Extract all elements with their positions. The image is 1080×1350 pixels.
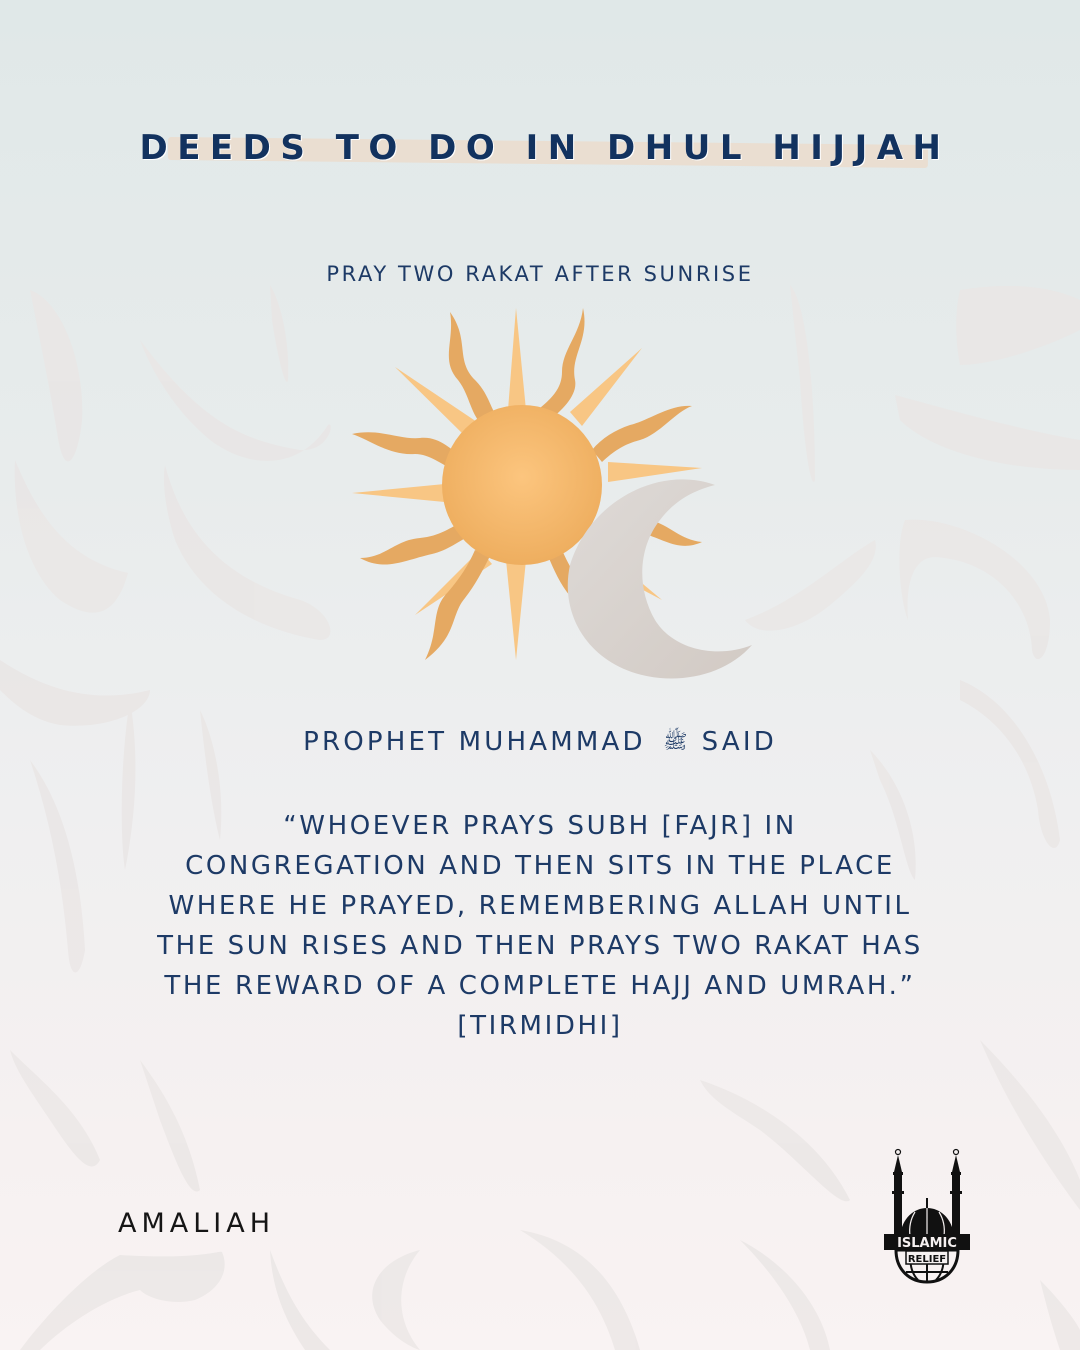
hadith-attribution [0, 727, 1080, 758]
quote-line: “WHOEVER PRAYS SUBH [FAJR] IN [283, 811, 797, 841]
quote-line: THE REWARD OF A COMPLETE HAJJ AND UMRAH.” [164, 971, 916, 1001]
islamic-relief-logo [882, 1146, 972, 1286]
logo-text-relief: RELIEF [907, 1254, 947, 1265]
page-title: DEEDS TO DO IN DHUL HIJJAH [139, 128, 951, 168]
attribution-suffix: SAID [701, 727, 777, 757]
header [0, 128, 1080, 168]
attribution-prefix: PROPHET MUHAMMAD [303, 727, 646, 757]
honorific-pbuh-glyph: ﷺ [663, 729, 688, 753]
quote-line: THE SUN RISES AND THEN PRAYS TWO RAKAT HAS [157, 931, 923, 961]
hadith-source: [TIRMIDHI] [457, 1011, 623, 1041]
deed-title: PRAY TWO RAKAT AFTER SUNRISE [326, 262, 754, 286]
quote-line: WHERE HE PRAYED, REMEMBERING ALLAH UNTIL [168, 891, 912, 921]
amaliah-logo: AMALIAH [118, 1208, 276, 1239]
logo-text-islamic: ISLAMIC [897, 1236, 957, 1251]
quote-line: CONGREGATION AND THEN SITS IN THE PLACE [185, 851, 895, 881]
hadith-quote [90, 806, 990, 1046]
sun-icon [352, 308, 702, 660]
sun-and-moon-illustration [340, 300, 760, 690]
